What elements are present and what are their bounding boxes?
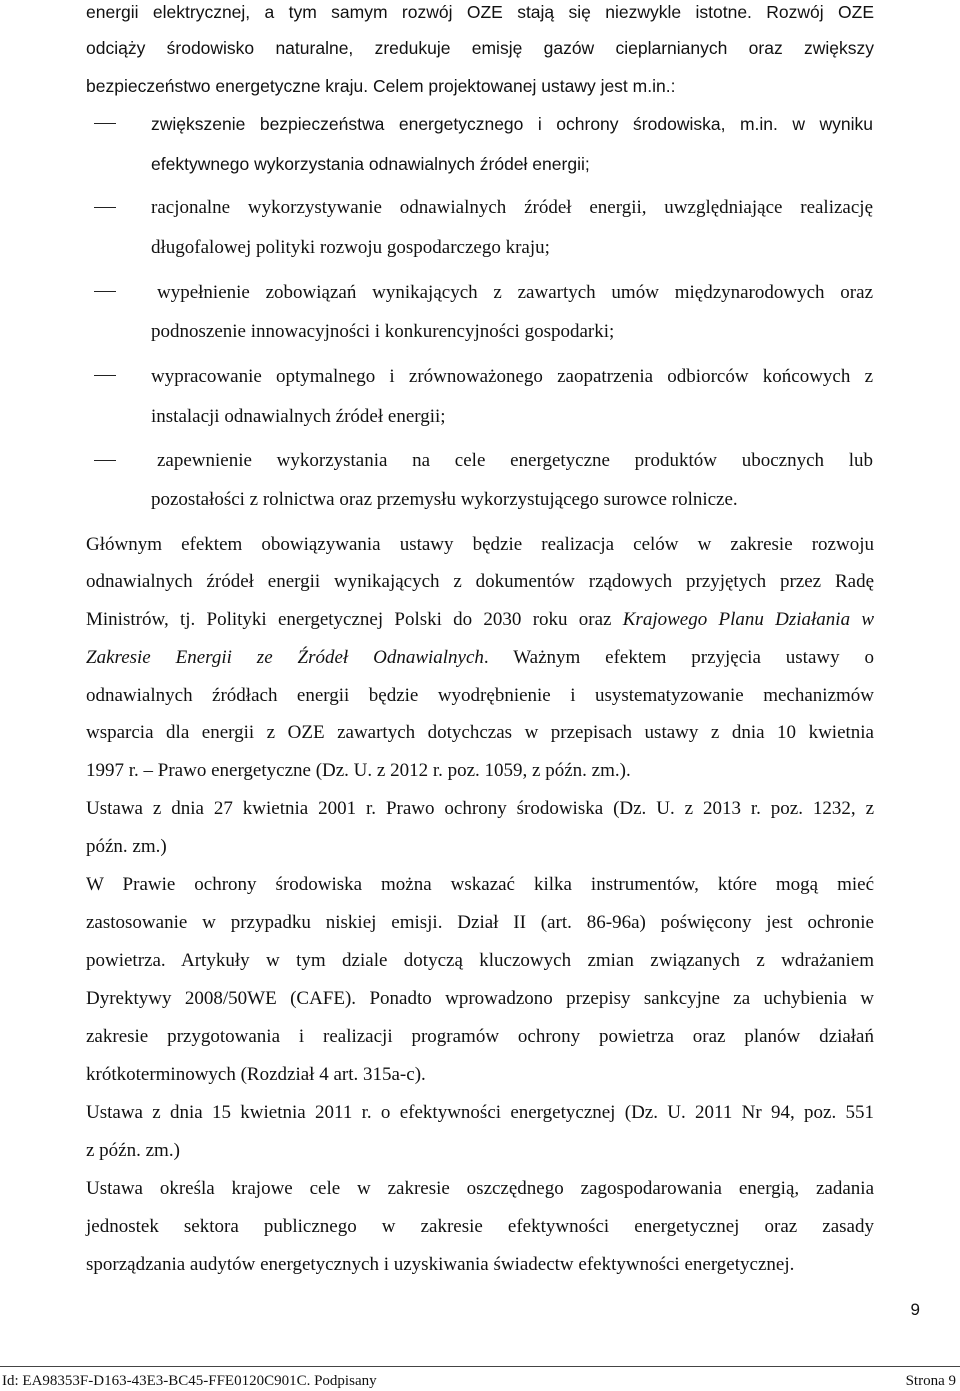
para2-line-2: późn. zm.) <box>86 836 167 857</box>
para3-line-6: krótkoterminowych (Rozdział 4 art. 315a-c). <box>86 1064 426 1085</box>
para1-line-6: wsparcia dla energii z OZE zawartych dotychczas w przepisach ustawy z dnia 10 kwietnia <box>86 722 874 743</box>
bullet-4-line-2: instalacji odnawialnych źródeł energii; <box>151 406 446 427</box>
intro-line-1: energii elektrycznej, a tym samym rozwój OZE stają się niezwykle istotne. Rozwój OZE <box>86 2 874 22</box>
para1-line-3-text: Ministrów, tj. Polityki energetycznej Polski do 2030 roku oraz <box>86 609 623 630</box>
para4-line-2: z późn. zm.) <box>86 1140 180 1161</box>
bullet-2-line-1: racjonalne wykorzystywanie odnawialnych źródeł energii, uwzględniające realizację <box>151 197 873 218</box>
bullet-dash <box>94 460 116 461</box>
para1-line-7: 1997 r. – Prawo energetyczne (Dz. U. z 2012 r. poz. 1059, z późn. zm.). <box>86 760 631 781</box>
bullet-dash <box>94 375 116 376</box>
bullet-4-line-1: wypracowanie optymalnego i zrównoważonego zaopatrzenia odbiorców końcowych z <box>151 366 873 387</box>
para3-line-5: zakresie przygotowania i realizacji programów ochrony powietrza oraz planów działań <box>86 1026 874 1047</box>
intro-line-3: bezpieczeństwo energetyczne kraju. Celem projektowanej ustawy jest m.in.: <box>86 76 676 96</box>
bullet-5-line-1: zapewnienie wykorzystania na cele energetyczne produktów ubocznych lub <box>157 450 873 471</box>
page-number: 9 <box>910 1300 920 1319</box>
para5-line-1: Ustawa określa krajowe cele w zakresie oszczędnego zagospodarowania energią, zadania <box>86 1178 874 1199</box>
para3-line-1: W Prawie ochrony środowiska można wskazać kilka instrumentów, które mogą mieć <box>86 874 874 895</box>
intro-line-2: odciąży środowisko naturalne, zredukuje emisję gazów cieplarnianych oraz zwiększy <box>86 38 874 58</box>
footer-page-label: Strona 9 <box>905 1373 956 1389</box>
para1-line-4 <box>86 646 874 670</box>
bullet-dash <box>94 123 116 124</box>
para5-line-3: sporządzania audytów energetycznych i uzyskiwania świadectw efektywności energetycznej. <box>86 1254 795 1275</box>
para3-line-2: zastosowanie w przypadku niskiej emisji. Dział II (art. 86-96a) poświęcony jest ochronie <box>86 912 874 933</box>
para3-line-4: Dyrektywy 2008/50WE (CAFE). Ponadto wprowadzono przepisy sankcyjne za uchybienia w <box>86 988 874 1009</box>
bullet-dash <box>94 207 116 208</box>
para1-line-4-text: . Ważnym efektem przyjęcia ustawy o <box>483 647 874 668</box>
para1-line-5: odnawialnych źródłach energii będzie wyodrębnienie i usystematyzowanie mechanizmów <box>86 685 874 706</box>
bullet-1-line-1: zwiększenie bezpieczeństwa energetycznego i ochrony środowiska, m.in. w wyniku <box>151 114 873 134</box>
para2-line-1: Ustawa z dnia 27 kwietnia 2001 r. Prawo ochrony środowiska (Dz. U. z 2013 r. poz. 1232, z <box>86 798 874 819</box>
bullet-3-line-2: podnoszenie innowacyjności i konkurencyjności gospodarki; <box>151 321 615 342</box>
para1-line-3 <box>86 608 874 632</box>
footer-divider <box>0 1366 960 1367</box>
para1-line-1: Głównym efektem obowiązywania ustawy będzie realizacja celów w zakresie rozwoju <box>86 534 874 555</box>
bullet-5-line-2: pozostałości z rolnictwa oraz przemysłu wykorzystującego surowce rolnicze. <box>151 489 738 510</box>
bullet-2-line-2: długofalowej polityki rozwoju gospodarczego kraju; <box>151 237 550 258</box>
para1-line-2: odnawialnych źródeł energii wynikających z dokumentów rządowych przyjętych przez Radę <box>86 571 874 592</box>
bullet-3-line-1: wypełnienie zobowiązań wynikających z zawartych umów międzynarodowych oraz <box>157 282 873 303</box>
para3-line-3: powietrza. Artykuły w tym dziale dotyczą kluczowych zmian związanych z wdrażaniem <box>86 950 874 971</box>
plan-title-part-2: Zakresie Energii ze Źródeł Odnawialnych <box>86 647 484 668</box>
para4-line-1: Ustawa z dnia 15 kwietnia 2011 r. o efektywności energetycznej (Dz. U. 2011 Nr 94, poz. 551 <box>86 1102 874 1123</box>
para5-line-2: jednostek sektora publicznego w zakresie efektywności energetycznej oraz zasady <box>86 1216 874 1237</box>
footer-document-id: Id: EA98353F-D163-43E3-BC45-FFE0120C901C. Podpisany <box>2 1373 377 1389</box>
bullet-1-line-2: efektywnego wykorzystania odnawialnych źródeł energii; <box>151 154 590 174</box>
plan-title-part-1: Krajowego Planu Działania w <box>622 609 875 630</box>
bullet-dash <box>94 291 116 292</box>
